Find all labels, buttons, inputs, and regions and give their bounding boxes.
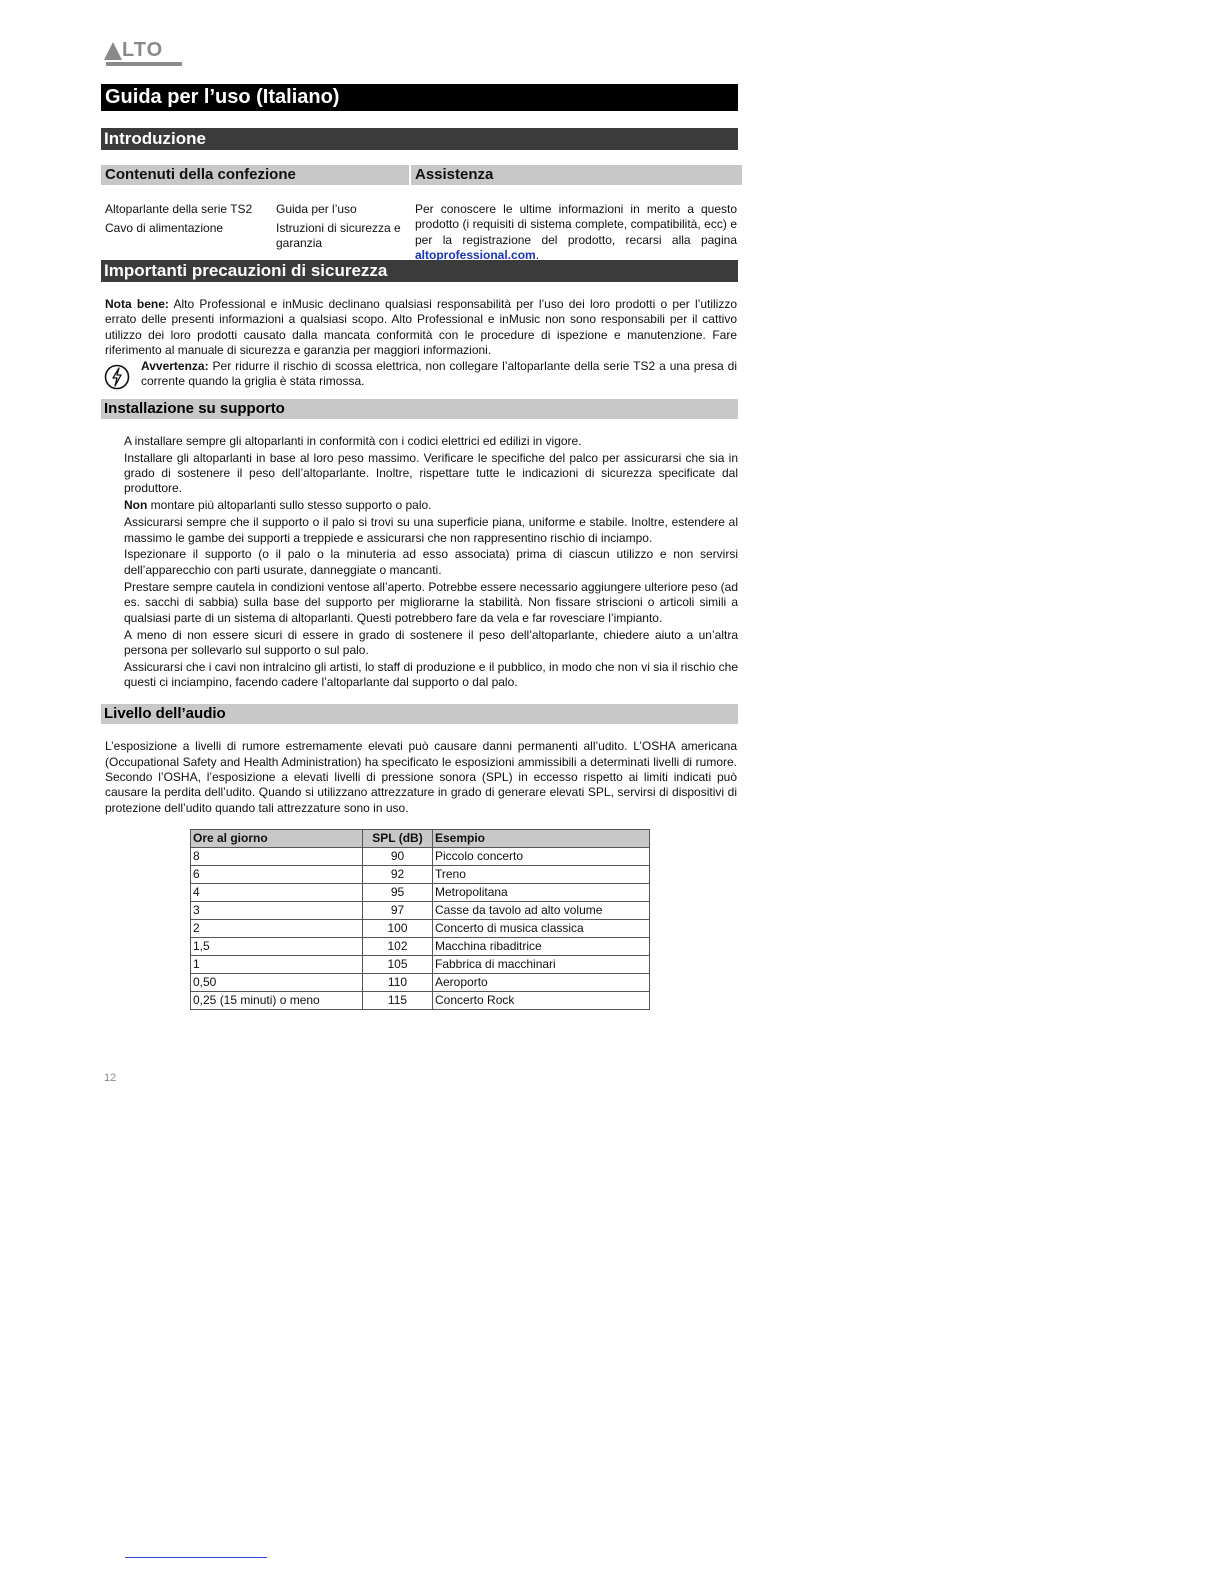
list-item: A installare sempre gli altoparlanti in conformità con i codici elettrici ed edilizi in vigore. [124,433,582,448]
list-item: Prestare sempre cautela in condizioni ventose all’aperto. Potrebbe essere necessario aggiungere ulteriore peso (ad es. sacchi di sabbia) sulla base del supporto per migliorarne la stabilità. Non fissare striscioni o articoli simili a qualsiasi parte di un sistema di altoparlanti. Questi potrebbero fare da vela e far rovesciare l’impianto. [124,579,738,625]
logo-word: LTO [122,39,164,61]
table-row [191,902,650,920]
mounting-list [101,434,738,691]
table-cell: 2 [191,920,363,938]
box-item: Guida per l’uso [276,202,357,216]
brand-logo [104,40,184,70]
table-cell: Treno [433,866,650,884]
table-header: Ore al giorno [191,830,363,848]
box-item: Cavo di alimentazione [105,221,224,235]
table-cell: 102 [363,938,433,956]
list-item: A meno di non essere sicuri di essere in grado di sostenere il peso dell’altoparlante, chiedere aiuto a un’altra persona per sollevarlo sul supporto o sul palo. [124,627,738,657]
support-link[interactable]: altoprofessional.com [415,248,536,263]
warning-text: Avvertenza: Per ridurre il rischio di scossa elettrica, non collegare l’altoparlante della serie TS2 a una presa di corrente quando la griglia è stata rimossa. [141,358,737,389]
box-item: Altoparlante della serie TS2 [105,202,253,216]
electric-shock-icon [104,364,130,390]
table-cell: Concerto di musica classica [433,920,650,938]
list-item: Assicurarsi che i cavi non intralcino gli artisti, lo staff di produzione e il pubblico, in modo che non vi sia il rischio che questi ci inciampino, facendo cadere l’altoparlante dal supporto o dal palo. [124,659,738,690]
list-item: Ispezionare il supporto (o il palo o la minuteria ad esso associata) prima di ciascun utilizzo e non servirsi dell’apparecchio con parti usurate, danneggiate o mancanti. [124,547,738,577]
table-cell: 1,5 [191,938,363,956]
table-cell: 4 [191,884,363,902]
footer-rule [125,1557,267,1558]
list-item: Assicurarsi sempre che il supporto o il palo si trovi su una superficie piana, uniforme e stabile. Inoltre, estendere al massimo le gambe dei supporti a treppiede e assicurarsi che non rappresentino rischio di inciampo. [124,515,738,545]
page-title: Guida per l’uso (Italiano) [101,84,738,111]
table-row [191,920,650,938]
table-row [191,866,650,884]
table-row [191,992,650,1010]
table-header: SPL (dB) [363,830,433,848]
table-row [191,956,650,974]
table-row [191,848,650,866]
table-cell: 105 [363,956,433,974]
table-cell: 8 [191,848,363,866]
list-item: Installare gli altoparlanti in base al loro peso massimo. Verificare le specifiche del palco per assicurarsi che sia in grado di sostenere il peso dell’altoparlante. Inoltre, rispettare tutte le indicazioni di sicurezza specificate dal produttore. [124,450,738,496]
section-heading-safety: Importanti precauzioni di sicurezza [101,260,738,282]
section-heading-audio: Livello dell’audio [101,704,738,724]
warning-block [101,359,738,393]
table-row [191,974,650,992]
table-cell: Aeroporto [433,974,650,992]
table-cell: Casse da tavolo ad alto volume [433,902,650,920]
intro-columns [101,165,738,263]
table-cell: 97 [363,902,433,920]
section-heading-intro: Introduzione [101,128,738,150]
safety-note: Nota bene: Alto Professional e inMusic declinano qualsiasi responsabilità per l’uso dei loro prodotti o per l’utilizzo errato delle presenti informazioni a qualsiasi scopo. Alto Professional e inMusic non sono responsabili per il cattivo utilizzo dei loro prodotti causato dalla mancata conformità con le procedure di ispezione e manutenzione. Fare riferimento al manuale di sicurezza e garanzia per maggiori informazioni. [105,297,737,358]
table-cell: 0,25 (15 minuti) o meno [191,992,363,1010]
table-row [191,884,650,902]
table-cell: 92 [363,866,433,884]
table-cell: 90 [363,848,433,866]
page-number: 12 [104,1072,117,1084]
table-cell: 0,50 [191,974,363,992]
section-heading-mounting: Installazione su supporto [101,399,738,419]
box-contents-heading: Contenuti della confezione [101,165,409,185]
table-cell: Concerto Rock [433,992,650,1010]
table-cell: 95 [363,884,433,902]
table-cell: 115 [363,992,433,1010]
list-item: Non montare più altoparlanti sullo stesso supporto o palo. [124,498,432,513]
table-cell: 1 [191,956,363,974]
table-cell: Piccolo concerto [433,848,650,866]
table-cell: Macchina ribaditrice [433,938,650,956]
table-cell: Metropolitana [433,884,650,902]
table-header-row [191,830,650,848]
table-cell: 6 [191,866,363,884]
table-cell: 100 [363,920,433,938]
table-row [191,938,650,956]
logo-subtitle [106,62,182,66]
support-heading: Assistenza [411,165,742,185]
audio-text: L’esposizione a livelli di rumore estremamente elevati può causare danni permanenti all’udito. L’OSHA americana (Occupational Safety and Health Administration) ha specificato le esposizioni ammissibili a determinati livelli di rumore. Secondo l’OSHA, l’esposizione a elevati livelli di pressione sonora (SPL) in eccesso rispetto ai limiti indicati può causare la perdita dell’udito. Quando si utilizzano attrezzature in grado di generare elevati SPL, servirsi di dispositivi di protezione dell’udito quando tali attrezzature sono in uso. [105,739,737,815]
table-header: Esempio [433,830,650,848]
document-body [101,84,738,1008]
table-cell: Fabbrica di macchinari [433,956,650,974]
support-text: Per conoscere le ultime informazioni in merito a questo prodotto (i requisiti di sistema complete, compatibilità, ecc) e per la registrazione del prodotto, recarsi alla pagina altoprofessional.com. [415,202,737,263]
logo-triangle-icon [104,42,122,60]
table-cell: 3 [191,902,363,920]
spl-table [190,829,650,1010]
table-cell: 110 [363,974,433,992]
box-item: Istruzioni di sicurezza e garanzia [276,221,401,251]
